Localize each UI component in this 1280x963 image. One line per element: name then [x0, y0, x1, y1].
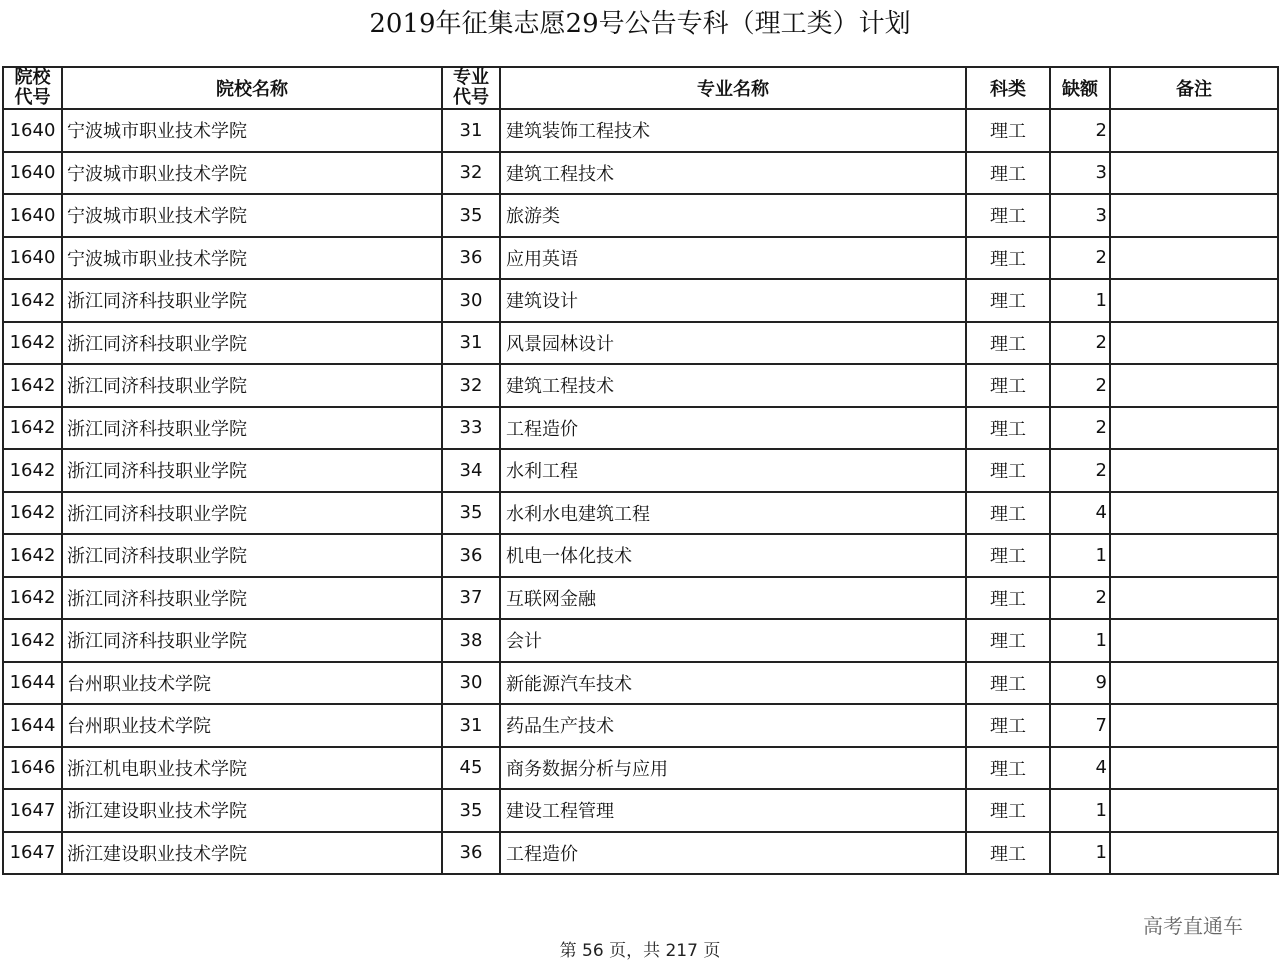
cell-major-name: 机电一体化技术 — [500, 534, 966, 577]
cell-quota: 2 — [1050, 364, 1110, 407]
cell-school-name: 浙江同济科技职业学院 — [62, 534, 442, 577]
cell-school-code: 1642 — [3, 279, 62, 322]
cell-major-code: 35 — [442, 492, 500, 535]
cell-quota: 1 — [1050, 619, 1110, 662]
cell-note — [1110, 662, 1278, 705]
table-row — [3, 449, 1278, 492]
cell-major-name: 水利水电建筑工程 — [500, 492, 966, 535]
cell-major-code: 45 — [442, 747, 500, 790]
cell-note — [1110, 152, 1278, 195]
cell-school-code: 1642 — [3, 534, 62, 577]
cell-major-name: 会计 — [500, 619, 966, 662]
table-row — [3, 237, 1278, 280]
cell-note — [1110, 619, 1278, 662]
cell-category: 理工 — [966, 789, 1050, 832]
cell-school-name: 宁波城市职业技术学院 — [62, 152, 442, 195]
cell-quota: 3 — [1050, 194, 1110, 237]
cell-quota: 2 — [1050, 407, 1110, 450]
cell-school-name: 浙江同济科技职业学院 — [62, 577, 442, 620]
cell-category: 理工 — [966, 747, 1050, 790]
table-row — [3, 577, 1278, 620]
cell-category: 理工 — [966, 492, 1050, 535]
cell-note — [1110, 577, 1278, 620]
cell-note — [1110, 364, 1278, 407]
cell-category: 理工 — [966, 152, 1050, 195]
cell-category: 理工 — [966, 364, 1050, 407]
cell-school-code: 1642 — [3, 577, 62, 620]
cell-note — [1110, 747, 1278, 790]
cell-quota: 2 — [1050, 577, 1110, 620]
cell-major-code: 32 — [442, 364, 500, 407]
header-major-name: 专业名称 — [500, 67, 966, 109]
cell-school-name: 浙江同济科技职业学院 — [62, 619, 442, 662]
table-row — [3, 322, 1278, 365]
cell-quota: 1 — [1050, 534, 1110, 577]
table-row — [3, 279, 1278, 322]
cell-quota: 1 — [1050, 279, 1110, 322]
header-note: 备注 — [1110, 67, 1278, 109]
cell-school-code: 1640 — [3, 152, 62, 195]
cell-major-name: 建筑工程技术 — [500, 364, 966, 407]
cell-major-name: 建筑设计 — [500, 279, 966, 322]
cell-school-name: 浙江同济科技职业学院 — [62, 279, 442, 322]
cell-category: 理工 — [966, 407, 1050, 450]
cell-major-name: 建筑工程技术 — [500, 152, 966, 195]
cell-school-name: 浙江同济科技职业学院 — [62, 322, 442, 365]
cell-major-code: 31 — [442, 322, 500, 365]
cell-quota: 1 — [1050, 832, 1110, 875]
cell-category: 理工 — [966, 832, 1050, 875]
cell-note — [1110, 534, 1278, 577]
cell-major-code: 32 — [442, 152, 500, 195]
cell-major-name: 水利工程 — [500, 449, 966, 492]
table-row — [3, 534, 1278, 577]
cell-major-name: 互联网金融 — [500, 577, 966, 620]
cell-school-name: 浙江建设职业技术学院 — [62, 789, 442, 832]
cell-major-name: 商务数据分析与应用 — [500, 747, 966, 790]
cell-major-code: 30 — [442, 662, 500, 705]
cell-major-code: 36 — [442, 534, 500, 577]
table-row — [3, 704, 1278, 747]
table-row — [3, 152, 1278, 195]
cell-category: 理工 — [966, 449, 1050, 492]
cell-major-code: 33 — [442, 407, 500, 450]
cell-quota: 2 — [1050, 322, 1110, 365]
cell-category: 理工 — [966, 577, 1050, 620]
cell-school-code: 1642 — [3, 322, 62, 365]
cell-major-name: 新能源汽车技术 — [500, 662, 966, 705]
cell-major-code: 38 — [442, 619, 500, 662]
table-row — [3, 194, 1278, 237]
header-quota: 缺额 — [1050, 67, 1110, 109]
plan-table — [2, 66, 1279, 875]
cell-note — [1110, 789, 1278, 832]
table-row — [3, 662, 1278, 705]
cell-school-code: 1642 — [3, 407, 62, 450]
table-row — [3, 789, 1278, 832]
cell-major-name: 建设工程管理 — [500, 789, 966, 832]
header-school-name: 院校名称 — [62, 67, 442, 109]
cell-school-name: 宁波城市职业技术学院 — [62, 237, 442, 280]
cell-school-code: 1647 — [3, 789, 62, 832]
table-row — [3, 832, 1278, 875]
cell-major-name: 风景园林设计 — [500, 322, 966, 365]
cell-note — [1110, 407, 1278, 450]
cell-major-code: 31 — [442, 704, 500, 747]
cell-school-name: 台州职业技术学院 — [62, 704, 442, 747]
table-header-row — [3, 67, 1278, 109]
cell-note — [1110, 322, 1278, 365]
cell-school-code: 1644 — [3, 704, 62, 747]
cell-note — [1110, 492, 1278, 535]
cell-school-code: 1644 — [3, 662, 62, 705]
cell-school-name: 宁波城市职业技术学院 — [62, 109, 442, 152]
cell-school-code: 1642 — [3, 619, 62, 662]
cell-quota: 2 — [1050, 449, 1110, 492]
header-school-code: 院校 代号 — [3, 67, 62, 109]
cell-major-code: 35 — [442, 789, 500, 832]
cell-major-code: 36 — [442, 237, 500, 280]
cell-school-name: 浙江同济科技职业学院 — [62, 449, 442, 492]
cell-major-name: 工程造价 — [500, 407, 966, 450]
cell-quota: 2 — [1050, 237, 1110, 280]
cell-category: 理工 — [966, 279, 1050, 322]
table-row — [3, 109, 1278, 152]
cell-note — [1110, 449, 1278, 492]
cell-category: 理工 — [966, 322, 1050, 365]
cell-school-code: 1646 — [3, 747, 62, 790]
cell-school-name: 浙江同济科技职业学院 — [62, 407, 442, 450]
cell-school-code: 1647 — [3, 832, 62, 875]
cell-major-code: 34 — [442, 449, 500, 492]
cell-major-code: 36 — [442, 832, 500, 875]
cell-major-name: 工程造价 — [500, 832, 966, 875]
cell-school-code: 1642 — [3, 492, 62, 535]
watermark: 高考直通车 — [1143, 914, 1243, 938]
header-category: 科类 — [966, 67, 1050, 109]
cell-quota: 2 — [1050, 109, 1110, 152]
page-footer: 第 56 页，共 217 页 — [559, 941, 721, 961]
cell-category: 理工 — [966, 109, 1050, 152]
cell-major-code: 35 — [442, 194, 500, 237]
cell-school-code: 1640 — [3, 237, 62, 280]
cell-quota: 9 — [1050, 662, 1110, 705]
cell-major-code: 30 — [442, 279, 500, 322]
cell-school-name: 台州职业技术学院 — [62, 662, 442, 705]
cell-note — [1110, 279, 1278, 322]
page-title: 2019年征集志愿29号公告专科（理工类）计划 — [369, 9, 911, 39]
cell-school-name: 宁波城市职业技术学院 — [62, 194, 442, 237]
table-row — [3, 492, 1278, 535]
cell-major-code: 31 — [442, 109, 500, 152]
cell-note — [1110, 109, 1278, 152]
cell-quota: 1 — [1050, 789, 1110, 832]
cell-note — [1110, 194, 1278, 237]
cell-major-code: 37 — [442, 577, 500, 620]
cell-quota: 3 — [1050, 152, 1110, 195]
table-row — [3, 407, 1278, 450]
cell-school-code: 1642 — [3, 364, 62, 407]
cell-category: 理工 — [966, 237, 1050, 280]
cell-school-name: 浙江同济科技职业学院 — [62, 364, 442, 407]
table-row — [3, 747, 1278, 790]
cell-category: 理工 — [966, 619, 1050, 662]
cell-quota: 4 — [1050, 747, 1110, 790]
cell-note — [1110, 237, 1278, 280]
cell-category: 理工 — [966, 194, 1050, 237]
cell-major-name: 建筑装饰工程技术 — [500, 109, 966, 152]
cell-category: 理工 — [966, 704, 1050, 747]
cell-quota: 7 — [1050, 704, 1110, 747]
cell-note — [1110, 704, 1278, 747]
cell-school-code: 1640 — [3, 194, 62, 237]
cell-school-name: 浙江建设职业技术学院 — [62, 832, 442, 875]
cell-note — [1110, 832, 1278, 875]
table-row — [3, 619, 1278, 662]
cell-school-code: 1642 — [3, 449, 62, 492]
cell-major-name: 应用英语 — [500, 237, 966, 280]
header-major-code: 专业 代号 — [442, 67, 500, 109]
cell-major-name: 旅游类 — [500, 194, 966, 237]
cell-school-code: 1640 — [3, 109, 62, 152]
cell-school-name: 浙江同济科技职业学院 — [62, 492, 442, 535]
cell-major-name: 药品生产技术 — [500, 704, 966, 747]
cell-quota: 4 — [1050, 492, 1110, 535]
cell-category: 理工 — [966, 534, 1050, 577]
table-row — [3, 364, 1278, 407]
cell-school-name: 浙江机电职业技术学院 — [62, 747, 442, 790]
cell-category: 理工 — [966, 662, 1050, 705]
